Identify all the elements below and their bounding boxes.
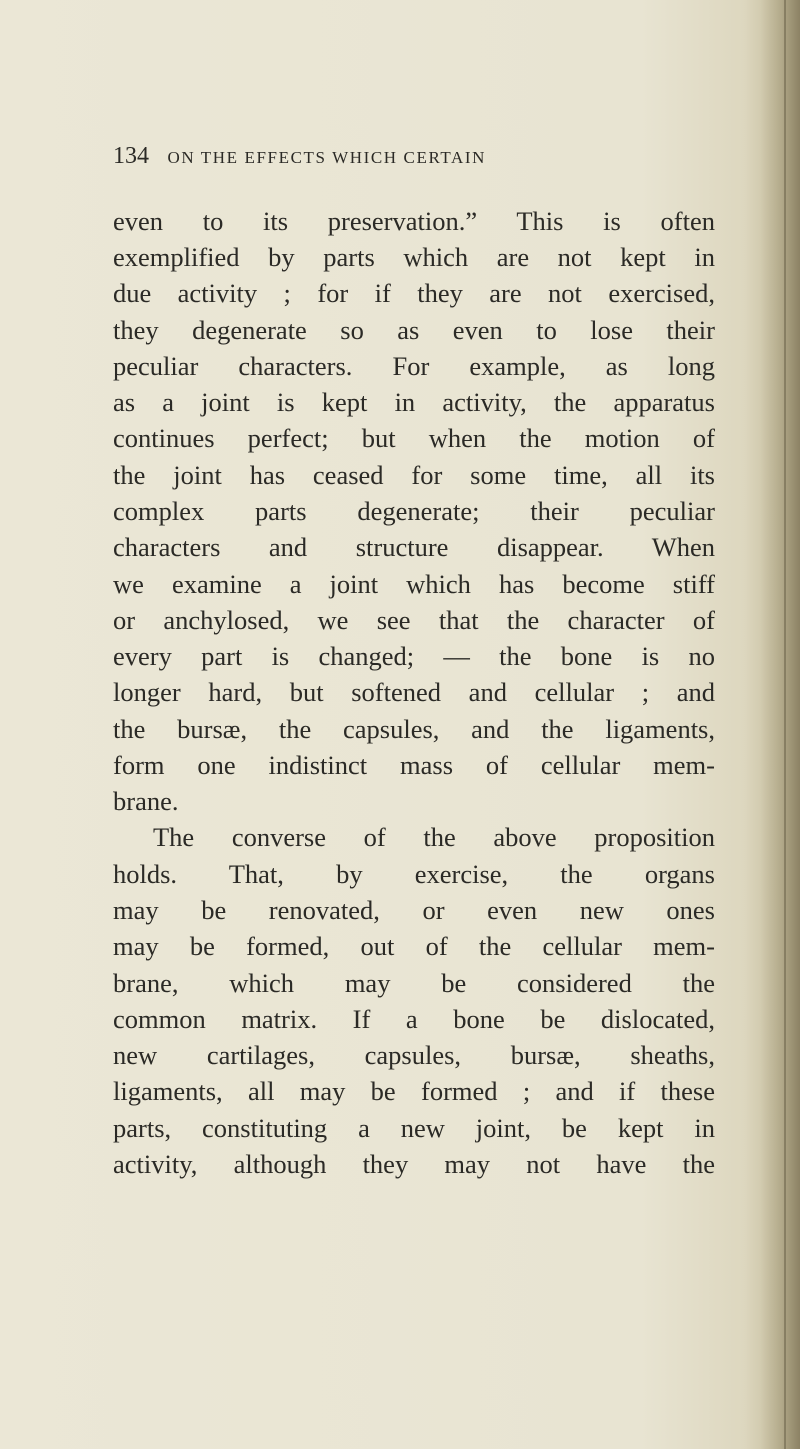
- text-line: every part is changed; — the bone is no: [113, 641, 715, 671]
- page-edge-shadow: [760, 0, 800, 1449]
- text-line: longer hard, but softened and cellular ; and: [113, 677, 715, 707]
- text-line: the joint has ceased for some time, all its: [113, 460, 715, 490]
- text-line: form one indistinct mass of cellular mem-: [113, 750, 715, 780]
- text-line: parts, constituting a new joint, be kept in: [113, 1113, 715, 1143]
- text-line: common matrix. If a bone be dislocated,: [113, 1004, 715, 1034]
- text-line: may be formed, out of the cellular mem-: [113, 931, 715, 961]
- text-line: they degenerate so as even to lose their: [113, 315, 715, 345]
- text-line: the bursæ, the capsules, and the ligaments,: [113, 714, 715, 744]
- text-line: continues perfect; but when the motion of: [113, 423, 715, 453]
- text-line: ligaments, all may be formed ; and if these: [113, 1076, 715, 1106]
- text-line: new cartilages, capsules, bursæ, sheaths,: [113, 1040, 715, 1070]
- text-line: peculiar characters. For example, as long: [113, 351, 715, 381]
- text-line: or anchylosed, we see that the character of: [113, 605, 715, 635]
- running-title: ON THE EFFECTS WHICH CERTAIN: [167, 148, 487, 167]
- running-header: [113, 143, 486, 170]
- text-line: may be renovated, or even new ones: [113, 895, 715, 925]
- text-line: due activity ; for if they are not exercised,: [113, 278, 715, 308]
- page-number: 134: [113, 143, 149, 169]
- text-line: we examine a joint which has become stiff: [113, 569, 715, 599]
- text-line: exemplified by parts which are not kept in: [113, 242, 715, 272]
- text-line: The converse of the above proposition: [153, 822, 715, 852]
- text-line: characters and structure disappear. When: [113, 532, 715, 562]
- text-line: brane, which may be considered the: [113, 968, 715, 998]
- text-line: activity, although they may not have the: [113, 1149, 715, 1179]
- text-line: holds. That, by exercise, the organs: [113, 859, 715, 889]
- text-line: even to its preservation.” This is often: [113, 206, 715, 236]
- page-edge-line: [784, 0, 786, 1449]
- text-line: brane.: [113, 786, 179, 816]
- text-line: complex parts degenerate; their peculiar: [113, 496, 715, 526]
- text-line: as a joint is kept in activity, the apparatus: [113, 387, 715, 417]
